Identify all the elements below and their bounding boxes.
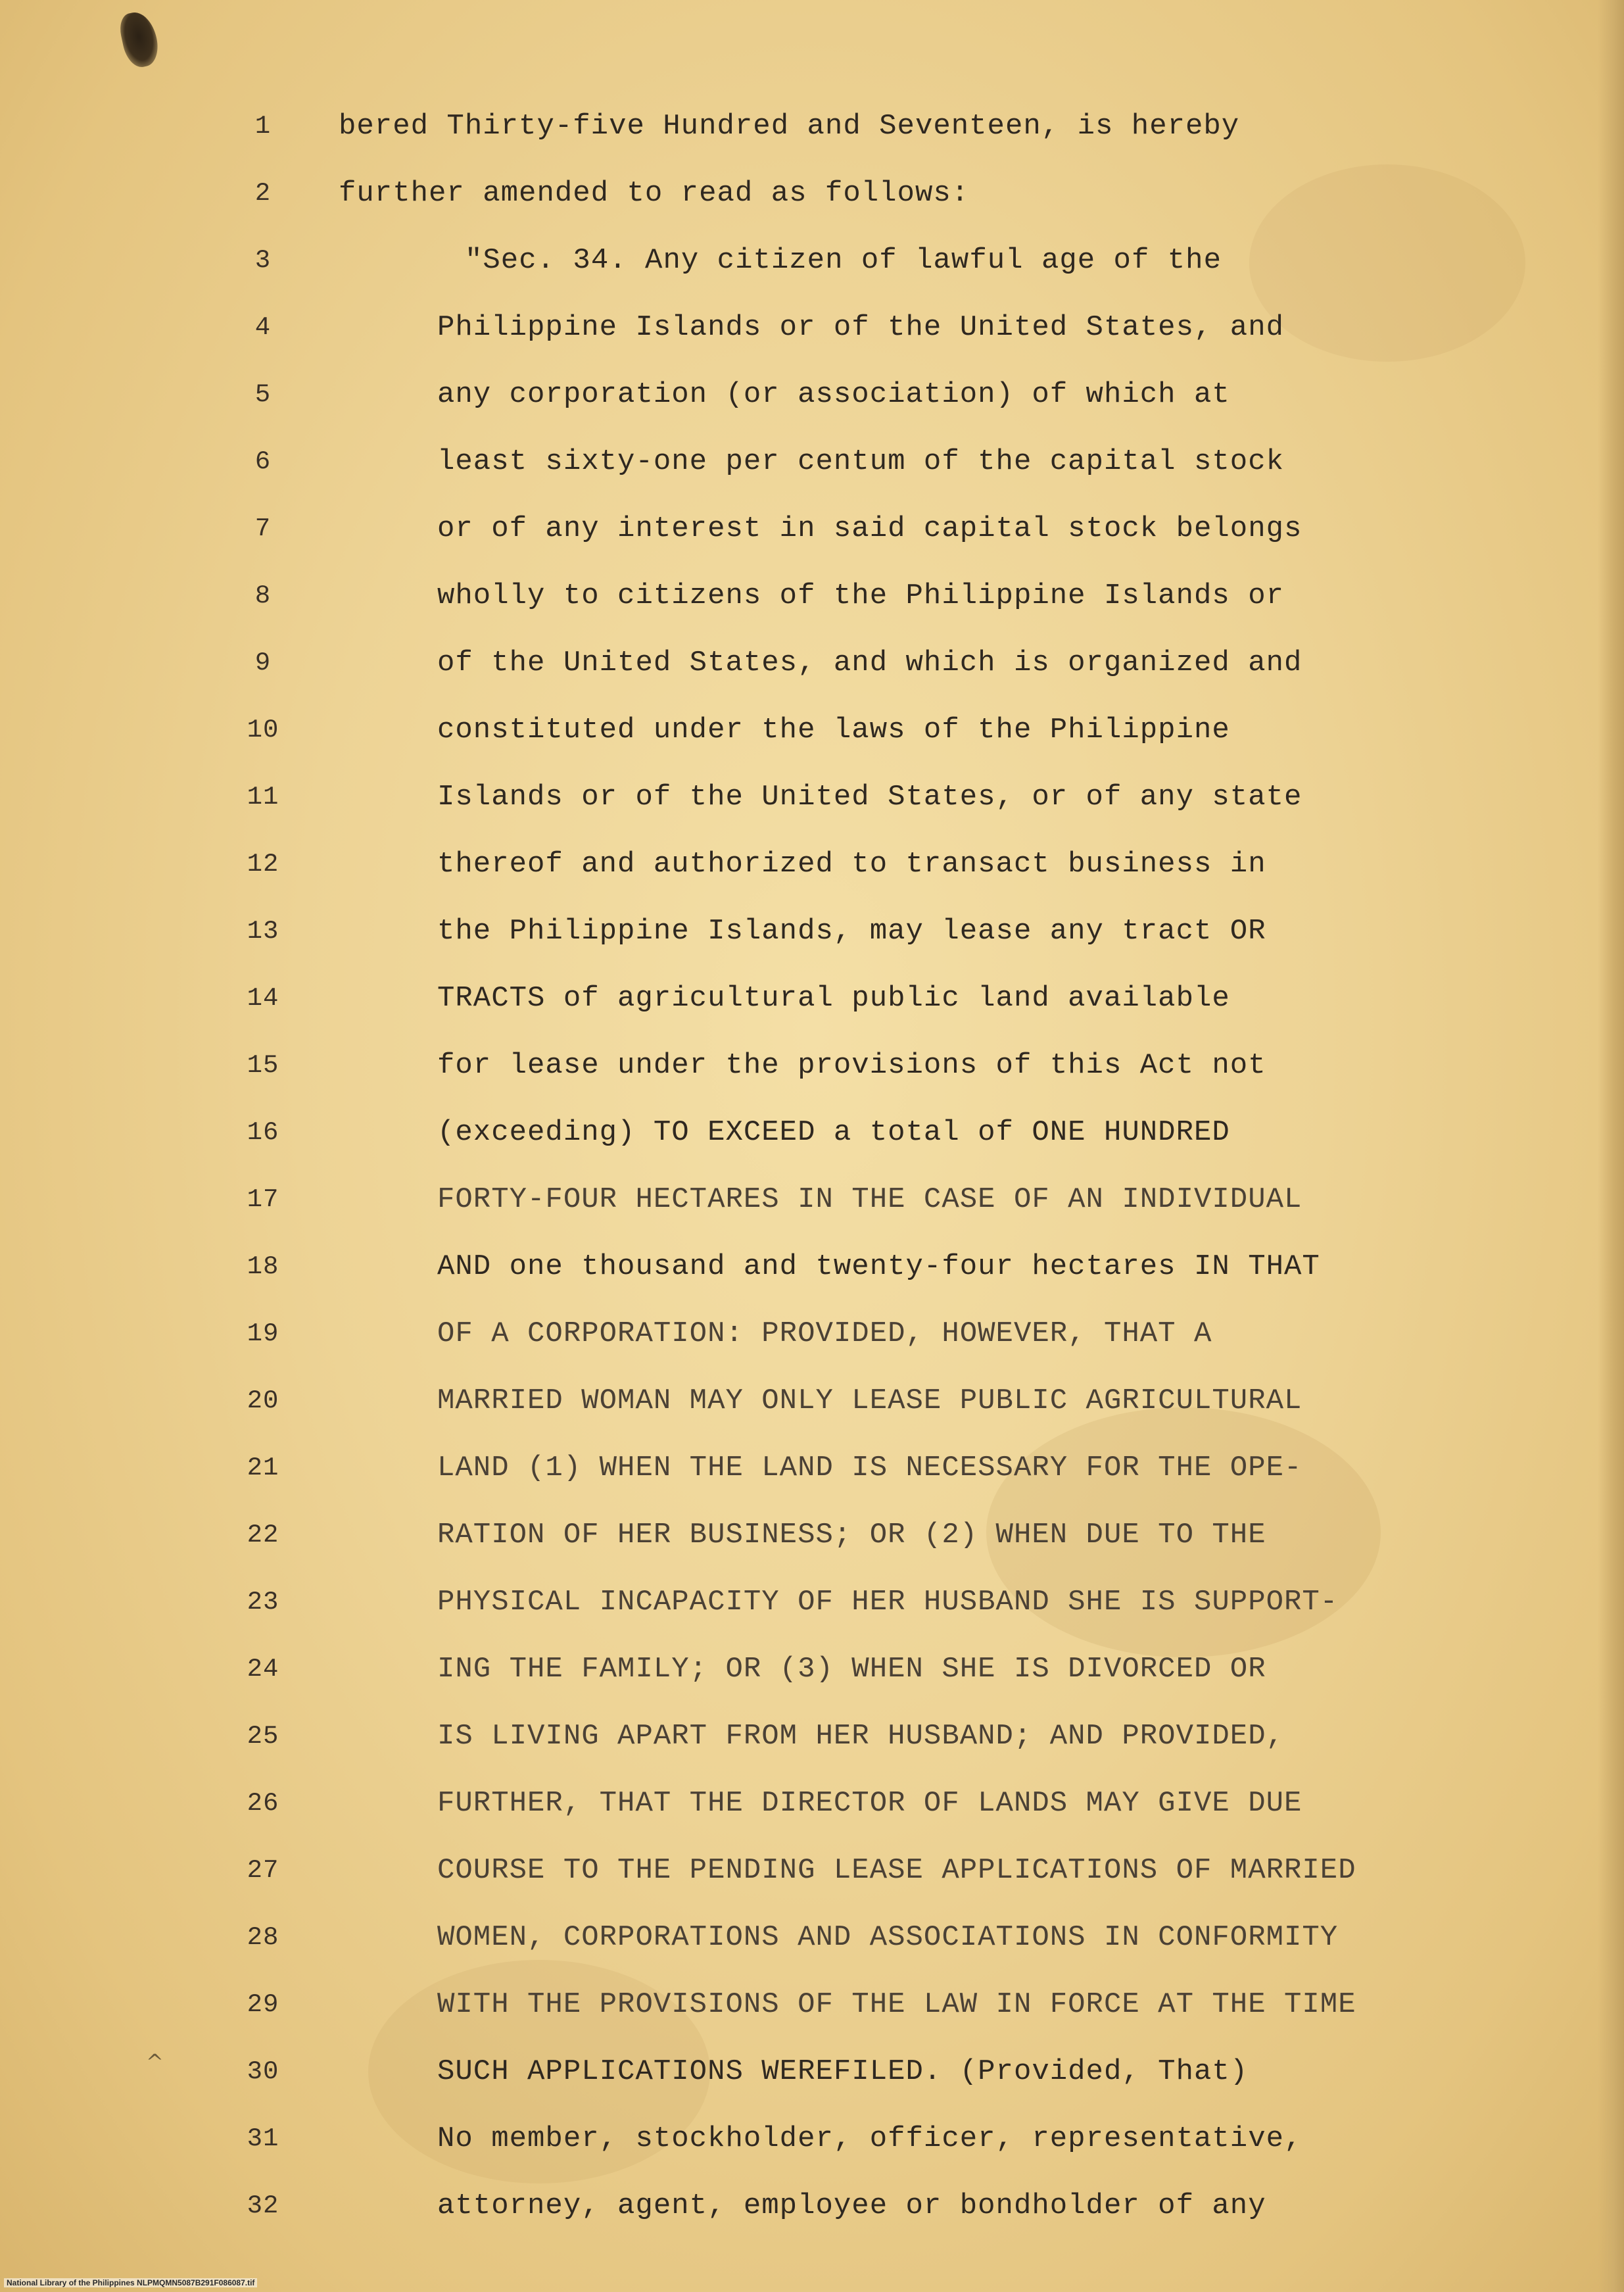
line-row — [0, 301, 1624, 354]
line-text: IS LIVING APART FROM HER HUSBAND; AND PROVIDED, — [437, 1720, 1285, 1753]
line-text: FURTHER, THAT THE DIRECTOR OF LANDS MAY GIVE DUE — [437, 1787, 1302, 1820]
line-number: 26 — [247, 1789, 279, 1818]
line-text: of the United States, and which is organized and — [437, 646, 1302, 679]
line-text: attorney, agent, employee or bondholder of any — [437, 2189, 1266, 2222]
line-number: 11 — [247, 783, 279, 812]
line-text: OF A CORPORATION: PROVIDED, HOWEVER, THAT A — [437, 1317, 1212, 1350]
line-row — [0, 1442, 1624, 1494]
line-text: least sixty-one per centum of the capital stock — [437, 445, 1285, 478]
line-number: 25 — [247, 1722, 279, 1751]
line-row — [0, 771, 1624, 823]
line-number: 6 — [254, 447, 272, 476]
line-text: wholly to citizens of the Philippine Islands or — [437, 579, 1285, 612]
line-number: 18 — [247, 1252, 279, 1281]
line-text: LAND (1) WHEN THE LAND IS NECESSARY FOR THE OPE- — [437, 1451, 1302, 1484]
line-text: further amended to read as follows: — [339, 177, 970, 210]
line-number: 10 — [247, 716, 279, 744]
line-number: 7 — [254, 514, 272, 543]
line-number: 20 — [247, 1386, 279, 1415]
line-number: 17 — [247, 1185, 279, 1214]
line-text: or of any interest in said capital stock belongs — [437, 512, 1302, 545]
line-row — [0, 167, 1624, 220]
line-number: 16 — [247, 1118, 279, 1147]
line-row — [0, 234, 1624, 287]
line-text: Philippine Islands or of the United States, and — [437, 311, 1285, 344]
line-row — [0, 838, 1624, 890]
line-row — [0, 1039, 1624, 1092]
line-text: FORTY-FOUR HECTARES IN THE CASE OF AN INDIVIDUAL — [437, 1183, 1302, 1216]
line-row — [0, 435, 1624, 488]
line-text: COURSE TO THE PENDING LEASE APPLICATIONS OF MARRIED — [437, 1854, 1356, 1887]
line-row — [0, 1911, 1624, 1964]
line-text: any corporation (or association) of which at — [437, 378, 1230, 411]
line-text: the Philippine Islands, may lease any tract OR — [437, 915, 1266, 948]
line-text: WOMEN, CORPORATIONS AND ASSOCIATIONS IN CONFORMITY — [437, 1921, 1339, 1954]
line-row — [0, 1844, 1624, 1897]
archive-footer: National Library of the Philippines NLPMQMN5087B291F086087.tif — [4, 2278, 257, 2287]
line-row — [0, 637, 1624, 689]
line-row — [0, 502, 1624, 555]
line-text: (exceeding) TO EXCEED a total of ONE HUNDRED — [437, 1116, 1230, 1149]
line-number: 4 — [254, 313, 272, 342]
line-number: 23 — [247, 1588, 279, 1617]
line-row — [0, 1240, 1624, 1293]
line-number: 19 — [247, 1319, 279, 1348]
line-text: "Sec. 34. Any citizen of lawful age of the — [465, 244, 1222, 277]
line-text: RATION OF HER BUSINESS; OR (2) WHEN DUE TO THE — [437, 1519, 1266, 1551]
line-text: TRACTS of agricultural public land available — [437, 982, 1230, 1015]
line-number: 13 — [247, 917, 279, 946]
line-row — [0, 368, 1624, 421]
line-row — [0, 1643, 1624, 1695]
line-row — [0, 972, 1624, 1025]
line-number: 31 — [247, 2124, 279, 2153]
line-row — [0, 1978, 1624, 2031]
line-row — [0, 2112, 1624, 2165]
line-number: 30 — [247, 2057, 279, 2086]
line-row — [0, 1777, 1624, 1830]
line-number: 8 — [254, 581, 272, 610]
line-text: bered Thirty-five Hundred and Seventeen, is hereby — [339, 110, 1240, 143]
line-row — [0, 2180, 1624, 2232]
line-row — [0, 1509, 1624, 1561]
line-number: 22 — [247, 1521, 279, 1549]
line-number: 29 — [247, 1990, 279, 2019]
line-text: PHYSICAL INCAPACITY OF HER HUSBAND SHE IS SUPPORT- — [437, 1586, 1339, 1619]
line-text: AND one thousand and twenty-four hectares IN THAT — [437, 1250, 1320, 1283]
line-text: ING THE FAMILY; OR (3) WHEN SHE IS DIVORCED OR — [437, 1653, 1266, 1686]
line-number: 5 — [254, 380, 272, 409]
line-text: SUCH APPLICATIONS WEREFILED. (Provided, That) — [437, 2055, 1249, 2088]
line-text: thereof and authorized to transact business in — [437, 848, 1266, 881]
line-number: 3 — [254, 246, 272, 275]
line-row — [0, 1375, 1624, 1427]
line-number: 24 — [247, 1655, 279, 1684]
line-text: Islands or of the United States, or of any state — [437, 781, 1302, 814]
line-number: 21 — [247, 1453, 279, 1482]
line-row — [0, 570, 1624, 622]
line-row — [0, 1307, 1624, 1360]
line-row — [0, 1106, 1624, 1159]
line-row — [0, 1173, 1624, 1226]
line-number: 28 — [247, 1923, 279, 1952]
line-row — [0, 905, 1624, 958]
pencil-mark: ^ — [146, 2049, 164, 2074]
line-text: MARRIED WOMAN MAY ONLY LEASE PUBLIC AGRICULTURAL — [437, 1384, 1302, 1417]
line-number: 14 — [247, 984, 279, 1013]
line-number: 9 — [254, 648, 272, 677]
line-row — [0, 2045, 1624, 2098]
line-row — [0, 1710, 1624, 1763]
line-number: 15 — [247, 1051, 279, 1080]
line-text: for lease under the provisions of this Act not — [437, 1049, 1266, 1082]
line-number: 32 — [247, 2191, 279, 2220]
line-row — [0, 1576, 1624, 1628]
line-number: 27 — [247, 1856, 279, 1885]
line-number: 1 — [254, 112, 272, 141]
line-text: constituted under the laws of the Philippine — [437, 714, 1230, 746]
line-number: 12 — [247, 850, 279, 879]
line-number: 2 — [254, 179, 272, 208]
line-text: No member, stockholder, officer, representative, — [437, 2122, 1302, 2155]
line-text: WITH THE PROVISIONS OF THE LAW IN FORCE AT THE TIME — [437, 1988, 1356, 2021]
line-row — [0, 704, 1624, 756]
line-row — [0, 100, 1624, 153]
